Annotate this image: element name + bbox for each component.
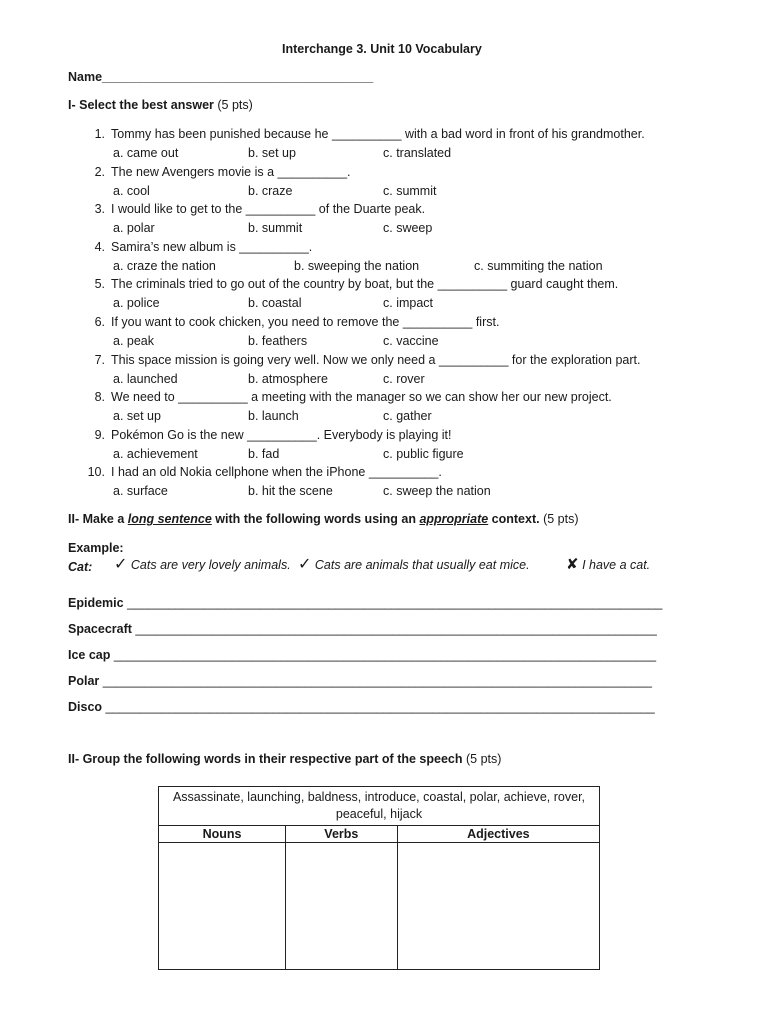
answer-option-a[interactable]: a. polar xyxy=(113,221,155,236)
answer-option-a[interactable]: a. police xyxy=(113,296,160,311)
answer-blank[interactable]: _______________________________________________________________________________ xyxy=(102,674,652,688)
answer-option-a[interactable]: a. surface xyxy=(113,484,168,499)
question-item xyxy=(83,427,452,443)
question-item xyxy=(83,314,499,330)
answer-option-b[interactable]: b. atmosphere xyxy=(248,371,328,386)
adjectives-answer-cell[interactable] xyxy=(397,843,599,970)
section3-heading: II- Group the following words in their respective part of the speech (5 pts) xyxy=(68,752,502,766)
answer-option-a[interactable]: a. craze the nation xyxy=(113,258,216,273)
answer-option-c[interactable]: c. vaccine xyxy=(383,334,439,348)
question-text: This space mission is going very well. Now we only need a __________ for the exploration part. xyxy=(111,352,641,367)
answer-option-b[interactable]: b. feathers xyxy=(248,334,308,348)
question-item xyxy=(83,276,618,292)
verbs-answer-cell[interactable] xyxy=(286,843,398,970)
answer-option-c[interactable]: c. sweep xyxy=(383,221,433,236)
answer-option-c[interactable]: c. impact xyxy=(383,296,434,311)
answer-option-b[interactable]: b. craze xyxy=(248,183,293,198)
question-item xyxy=(83,201,425,217)
section1-heading: I- Select the best answer (5 pts) xyxy=(68,98,253,112)
question-item xyxy=(83,352,640,368)
answer-option-a[interactable]: a. set up xyxy=(113,409,161,424)
question-number: 6. xyxy=(94,315,105,329)
question-text: Tommy has been punished because he __________ with a bad word in front of his grandmother. xyxy=(111,127,645,141)
question-text: I had an old Nokia cellphone when the iPhone __________. xyxy=(111,465,442,480)
question-text: Samira’s new album is __________. xyxy=(111,239,313,254)
name-field xyxy=(68,69,373,85)
question-number: 5. xyxy=(94,277,105,292)
cat-label: Cat: xyxy=(68,560,93,574)
vocab-word: Disco xyxy=(68,700,103,714)
word-group-table xyxy=(158,786,600,970)
answer-option-b[interactable]: b. launch xyxy=(248,409,299,424)
answer-option-c[interactable]: c. summiting the nation xyxy=(474,258,603,273)
page-title: Interchange 3. Unit 10 Vocabulary xyxy=(282,42,482,56)
answer-option-b[interactable]: b. summit xyxy=(248,221,303,236)
answer-option-a[interactable]: a. came out xyxy=(113,146,179,160)
sentence-line xyxy=(68,647,656,663)
question-number: 2. xyxy=(94,164,105,179)
answer-option-b[interactable]: b. set up xyxy=(248,146,296,160)
check-icon: ✓ xyxy=(114,556,128,573)
question-number: 7. xyxy=(94,352,105,367)
answer-option-c[interactable]: c. gather xyxy=(383,409,432,424)
column-verbs: Verbs xyxy=(286,826,398,843)
name-blank[interactable]: _______________________________________ xyxy=(102,70,374,84)
vocab-word: Spacecraft xyxy=(68,622,132,636)
answer-option-b[interactable]: b. fad xyxy=(248,446,280,461)
question-text: Pokémon Go is the new __________. Everybody is playing it! xyxy=(111,427,452,442)
answer-blank[interactable]: _______________________________________________________________________________ xyxy=(105,700,655,714)
sentence-line xyxy=(68,699,655,715)
cross-icon: ✘ xyxy=(566,556,579,573)
question-item xyxy=(83,389,612,405)
vocab-word: Ice cap xyxy=(68,648,111,662)
answer-option-c[interactable]: c. translated xyxy=(383,146,452,160)
vocab-word: Epidemic xyxy=(68,596,124,610)
answer-option-a[interactable]: a. peak xyxy=(113,334,155,348)
question-number: 10. xyxy=(87,465,105,480)
sentence-line xyxy=(68,673,652,689)
question-item xyxy=(83,239,312,255)
answer-option-a[interactable]: a. cool xyxy=(113,183,150,198)
section2-heading: II- Make a long sentence with the following words using an appropriate context. (5 pts) xyxy=(68,512,579,526)
question-text: I would like to get to the __________ of the Duarte peak. xyxy=(111,202,426,217)
column-adjectives: Adjectives xyxy=(397,826,599,843)
column-nouns: Nouns xyxy=(159,826,286,843)
question-item xyxy=(83,126,645,142)
vocab-word: Polar xyxy=(68,674,100,688)
answer-option-c[interactable]: c. summit xyxy=(383,183,437,198)
word-list-cell: Assassinate, launching, baldness, introduce, coastal, polar, achieve, rover, peaceful, hijack xyxy=(159,787,600,826)
question-text: If you want to cook chicken, you need to remove the __________ first. xyxy=(111,315,500,329)
check-icon: ✓ xyxy=(298,556,312,573)
answer-blank[interactable]: ______________________________________________________________________________ xyxy=(113,648,657,662)
sentence-line xyxy=(68,621,657,637)
example-label: Example: xyxy=(68,541,124,555)
question-item xyxy=(83,164,351,180)
answer-option-c[interactable]: c. sweep the nation xyxy=(383,484,491,499)
answer-option-b[interactable]: b. coastal xyxy=(248,296,302,311)
bad-example: ✘ I have a cat. xyxy=(566,556,651,573)
answer-option-c[interactable]: c. rover xyxy=(383,371,425,386)
answer-option-a[interactable]: a. launched xyxy=(113,371,178,386)
question-number: 3. xyxy=(94,202,105,217)
good-example-2: ✓ Cats are animals that usually eat mice. xyxy=(298,556,530,573)
question-item xyxy=(83,464,442,480)
question-text: The criminals tried to go out of the country by boat, but the __________ guard caught them. xyxy=(111,277,619,292)
answer-option-b[interactable]: b. hit the scene xyxy=(248,484,333,499)
answer-blank[interactable]: _____________________________________________________________________________ xyxy=(127,596,663,610)
answer-option-a[interactable]: a. achievement xyxy=(113,446,198,461)
answer-blank[interactable]: ___________________________________________________________________________ xyxy=(135,622,657,636)
question-number: 4. xyxy=(94,239,105,254)
good-example-1: ✓ Cats are very lovely animals. xyxy=(114,556,291,573)
nouns-answer-cell[interactable] xyxy=(159,843,286,970)
name-label: Name xyxy=(68,70,103,84)
question-number: 9. xyxy=(94,427,105,442)
question-number: 1. xyxy=(94,127,105,141)
question-text: We need to __________ a meeting with the manager so we can show her our new project. xyxy=(111,390,612,405)
answer-option-c[interactable]: c. public figure xyxy=(383,446,464,461)
question-number: 8. xyxy=(94,390,105,405)
question-text: The new Avengers movie is a __________. xyxy=(111,164,351,179)
sentence-line xyxy=(68,595,662,611)
answer-option-b[interactable]: b. sweeping the nation xyxy=(294,258,420,273)
